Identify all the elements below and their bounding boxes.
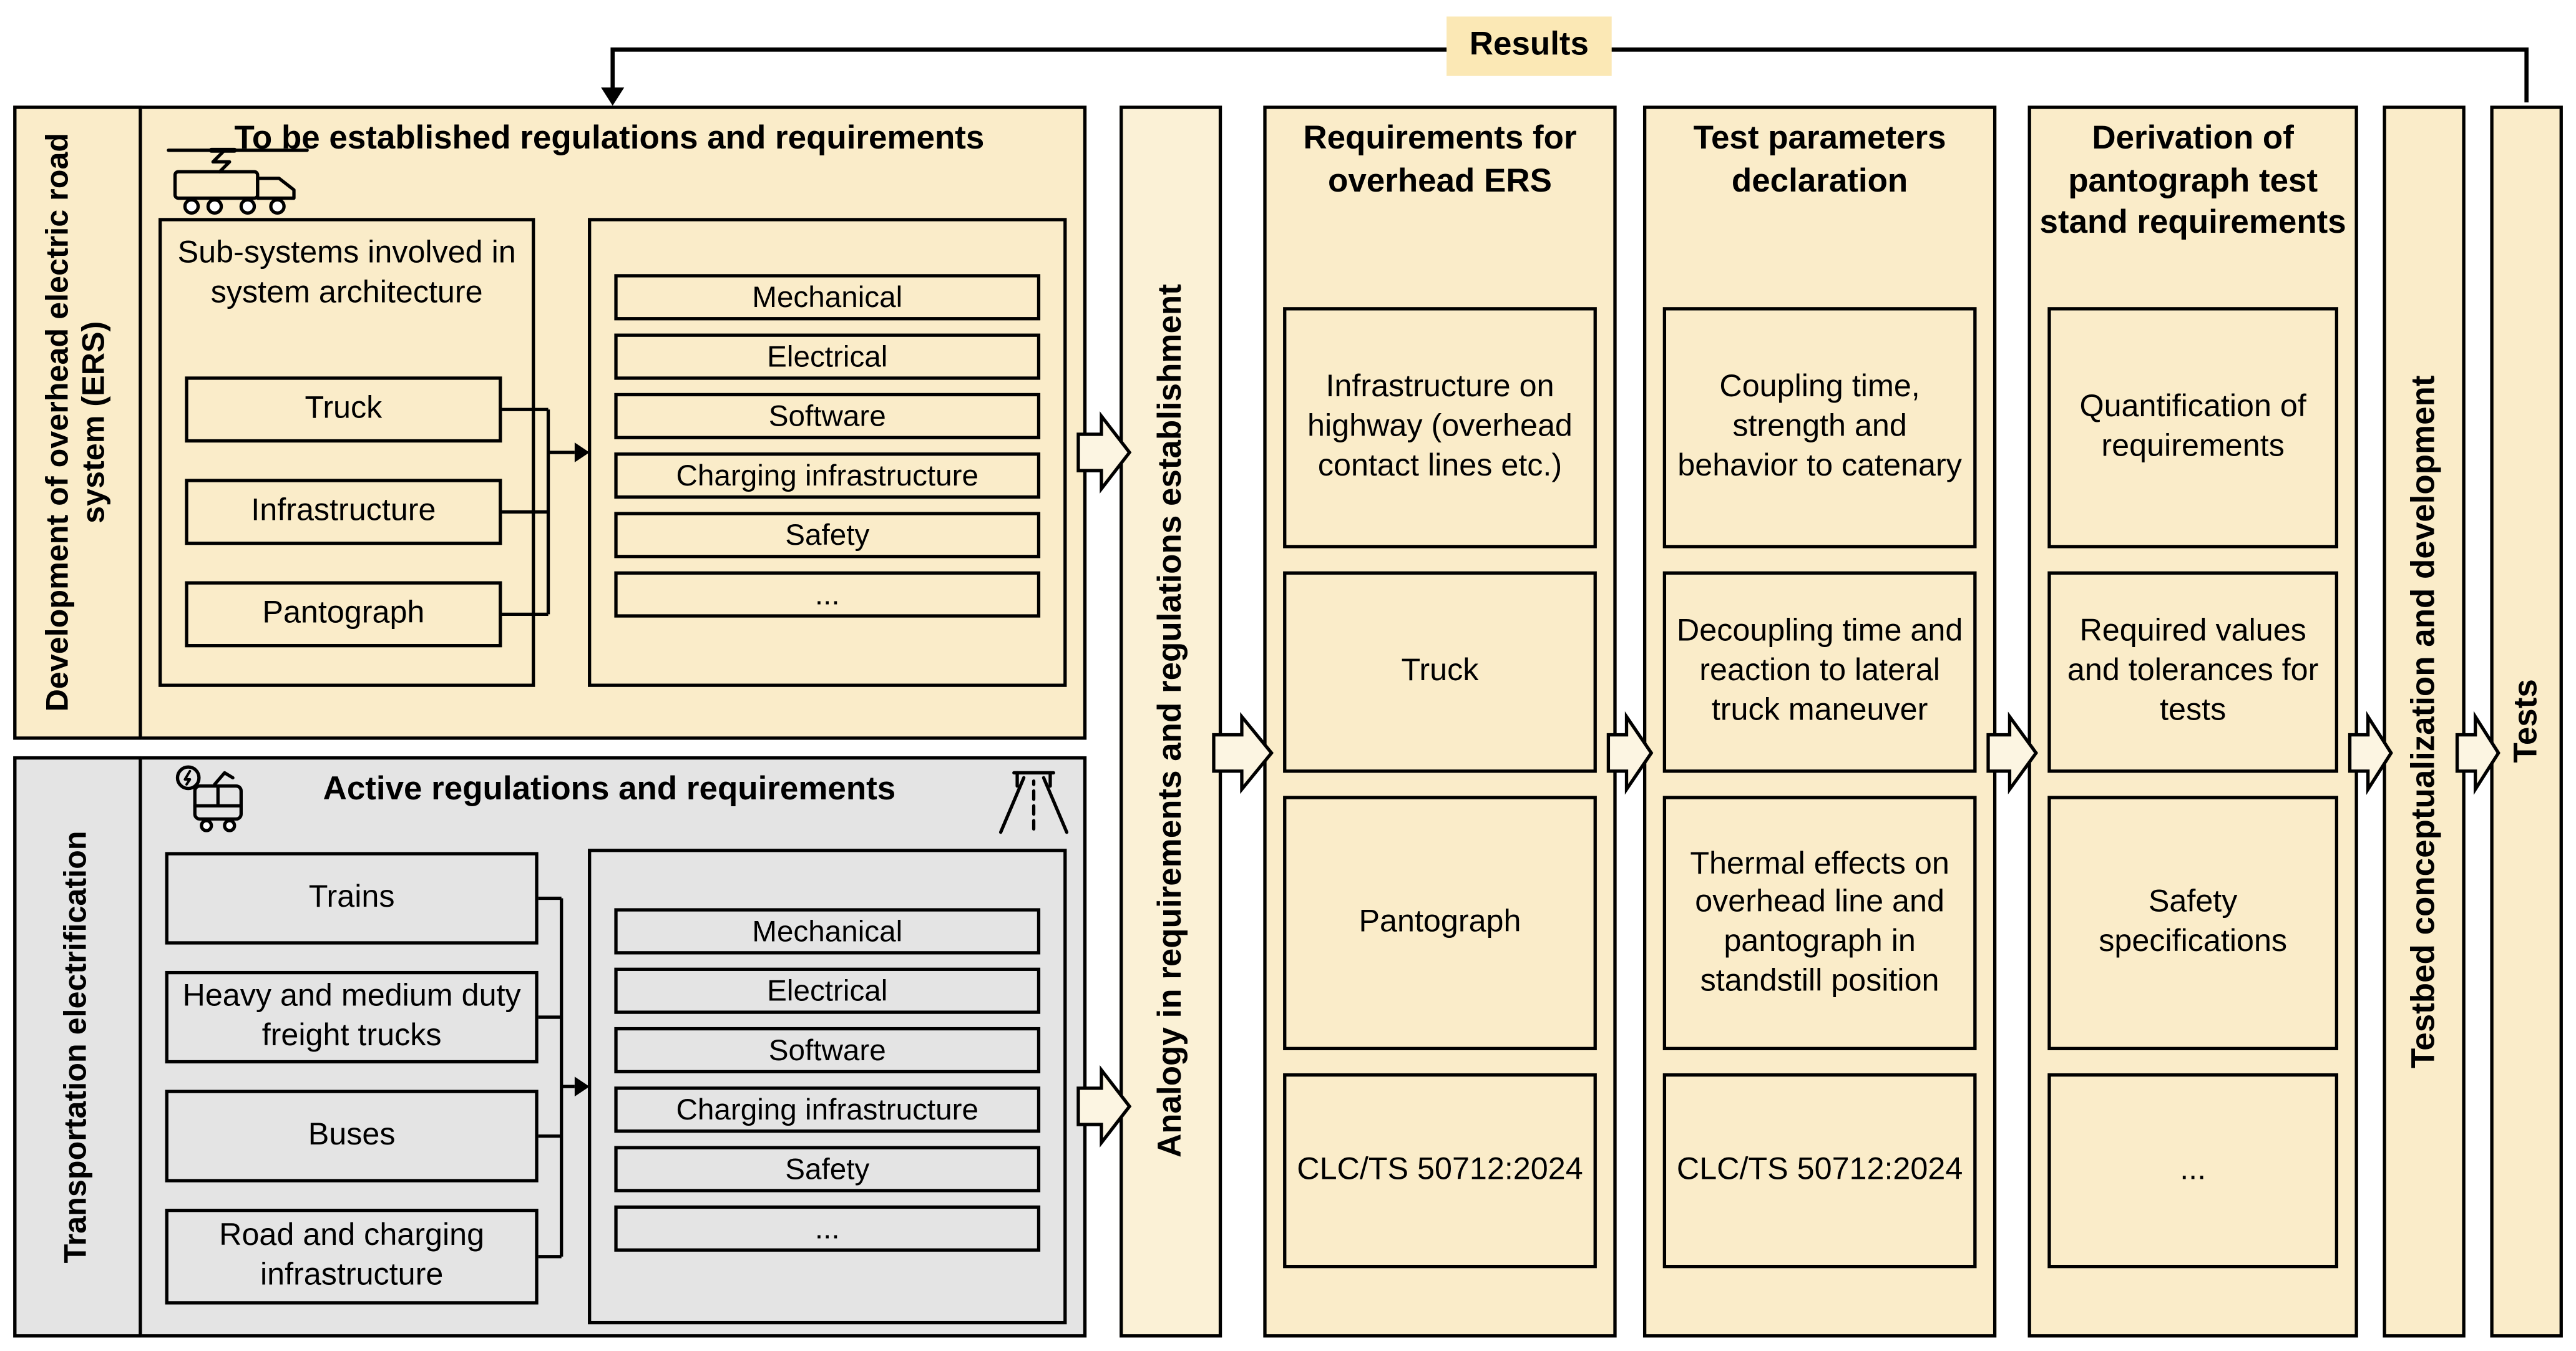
req-box-truck: Truck xyxy=(1283,572,1597,773)
deriv-box-safety: Safety specifications xyxy=(2047,796,2338,1050)
aspect-box: Electrical xyxy=(614,968,1040,1014)
transport-item-buses: Buses xyxy=(165,1090,539,1182)
tests-bar-label: Tests xyxy=(2507,680,2544,764)
aspect-box: Charging infrastructure xyxy=(614,452,1040,499)
deriv-box-more: ... xyxy=(2047,1073,2338,1268)
req-box-pantograph: Pantograph xyxy=(1283,796,1597,1050)
aspect-box: Safety xyxy=(614,1146,1040,1192)
aspect-box: Software xyxy=(614,1027,1040,1073)
deriv-box-values: Required values and tolerances for tests xyxy=(2047,572,2338,773)
subsystem-item-infrastructure: Infrastructure xyxy=(185,479,502,545)
req-box-clcts: CLC/TS 50712:2024 xyxy=(1283,1073,1597,1268)
derivation-column-title: Derivation of pantograph test stand requirements xyxy=(2039,120,2346,241)
aspect-box: Electrical xyxy=(614,334,1040,380)
analogy-bar xyxy=(1120,105,1222,1337)
transport-item-trucks: Heavy and medium duty freight trucks xyxy=(165,971,539,1063)
ers-title: To be established regulations and requirements xyxy=(234,120,985,157)
aspect-box: Safety xyxy=(614,512,1040,558)
transport-side-strip xyxy=(13,756,142,1337)
aspect-box: Mechanical xyxy=(614,274,1040,320)
req-box-infrastructure: Infrastructure on highway (overhead contact lines etc.) xyxy=(1283,307,1597,548)
aspect-box: Software xyxy=(614,393,1040,439)
ers-side-strip xyxy=(13,105,142,739)
deriv-box-quantification: Quantification of requirements xyxy=(2047,307,2338,548)
results-label: Results xyxy=(1447,16,1612,76)
param-box-decoupling: Decoupling time and reaction to lateral truck maneuver xyxy=(1663,572,1977,773)
aspect-box: ... xyxy=(614,572,1040,618)
subsystem-item-truck: Truck xyxy=(185,376,502,442)
analogy-bar-label: Analogy in requirements and regulations establishment xyxy=(1151,285,1188,1159)
param-box-thermal: Thermal effects on overhead line and pantograph in standstill position xyxy=(1663,796,1977,1050)
param-box-clcts: CLC/TS 50712:2024 xyxy=(1663,1073,1977,1268)
tram-icon xyxy=(172,763,251,836)
transport-side-label: Transportation electrification xyxy=(59,831,95,1264)
feedback-arrowhead-icon xyxy=(601,87,624,105)
param-box-coupling: Coupling time, strength and behavior to catenary xyxy=(1663,307,1977,548)
transport-item-trains: Trains xyxy=(165,852,539,944)
aspect-box: ... xyxy=(614,1206,1040,1252)
aspect-box: Charging infrastructure xyxy=(614,1086,1040,1133)
transport-title: Active regulations and requirements xyxy=(323,771,896,807)
subsystem-item-pantograph: Pantograph xyxy=(185,581,502,647)
truck-pantograph-icon xyxy=(162,145,313,218)
aspect-box: Mechanical xyxy=(614,908,1040,954)
requirements-column-title: Requirements for overhead ERS xyxy=(1303,120,1577,200)
testbed-bar-label: Testbed conceptualization and development xyxy=(2405,375,2442,1068)
transport-item-road: Road and charging infrastructure xyxy=(165,1209,539,1304)
highway-icon xyxy=(991,763,1077,836)
ers-side-label: Development of overhead electric road system (ERS) xyxy=(41,133,112,713)
testbed-bar xyxy=(2383,105,2465,1337)
subsystems-heading: Sub-systems involved in system architecture xyxy=(177,236,516,310)
parameters-column-title: Test parameters declaration xyxy=(1693,120,1946,200)
tests-bar xyxy=(2490,105,2562,1337)
